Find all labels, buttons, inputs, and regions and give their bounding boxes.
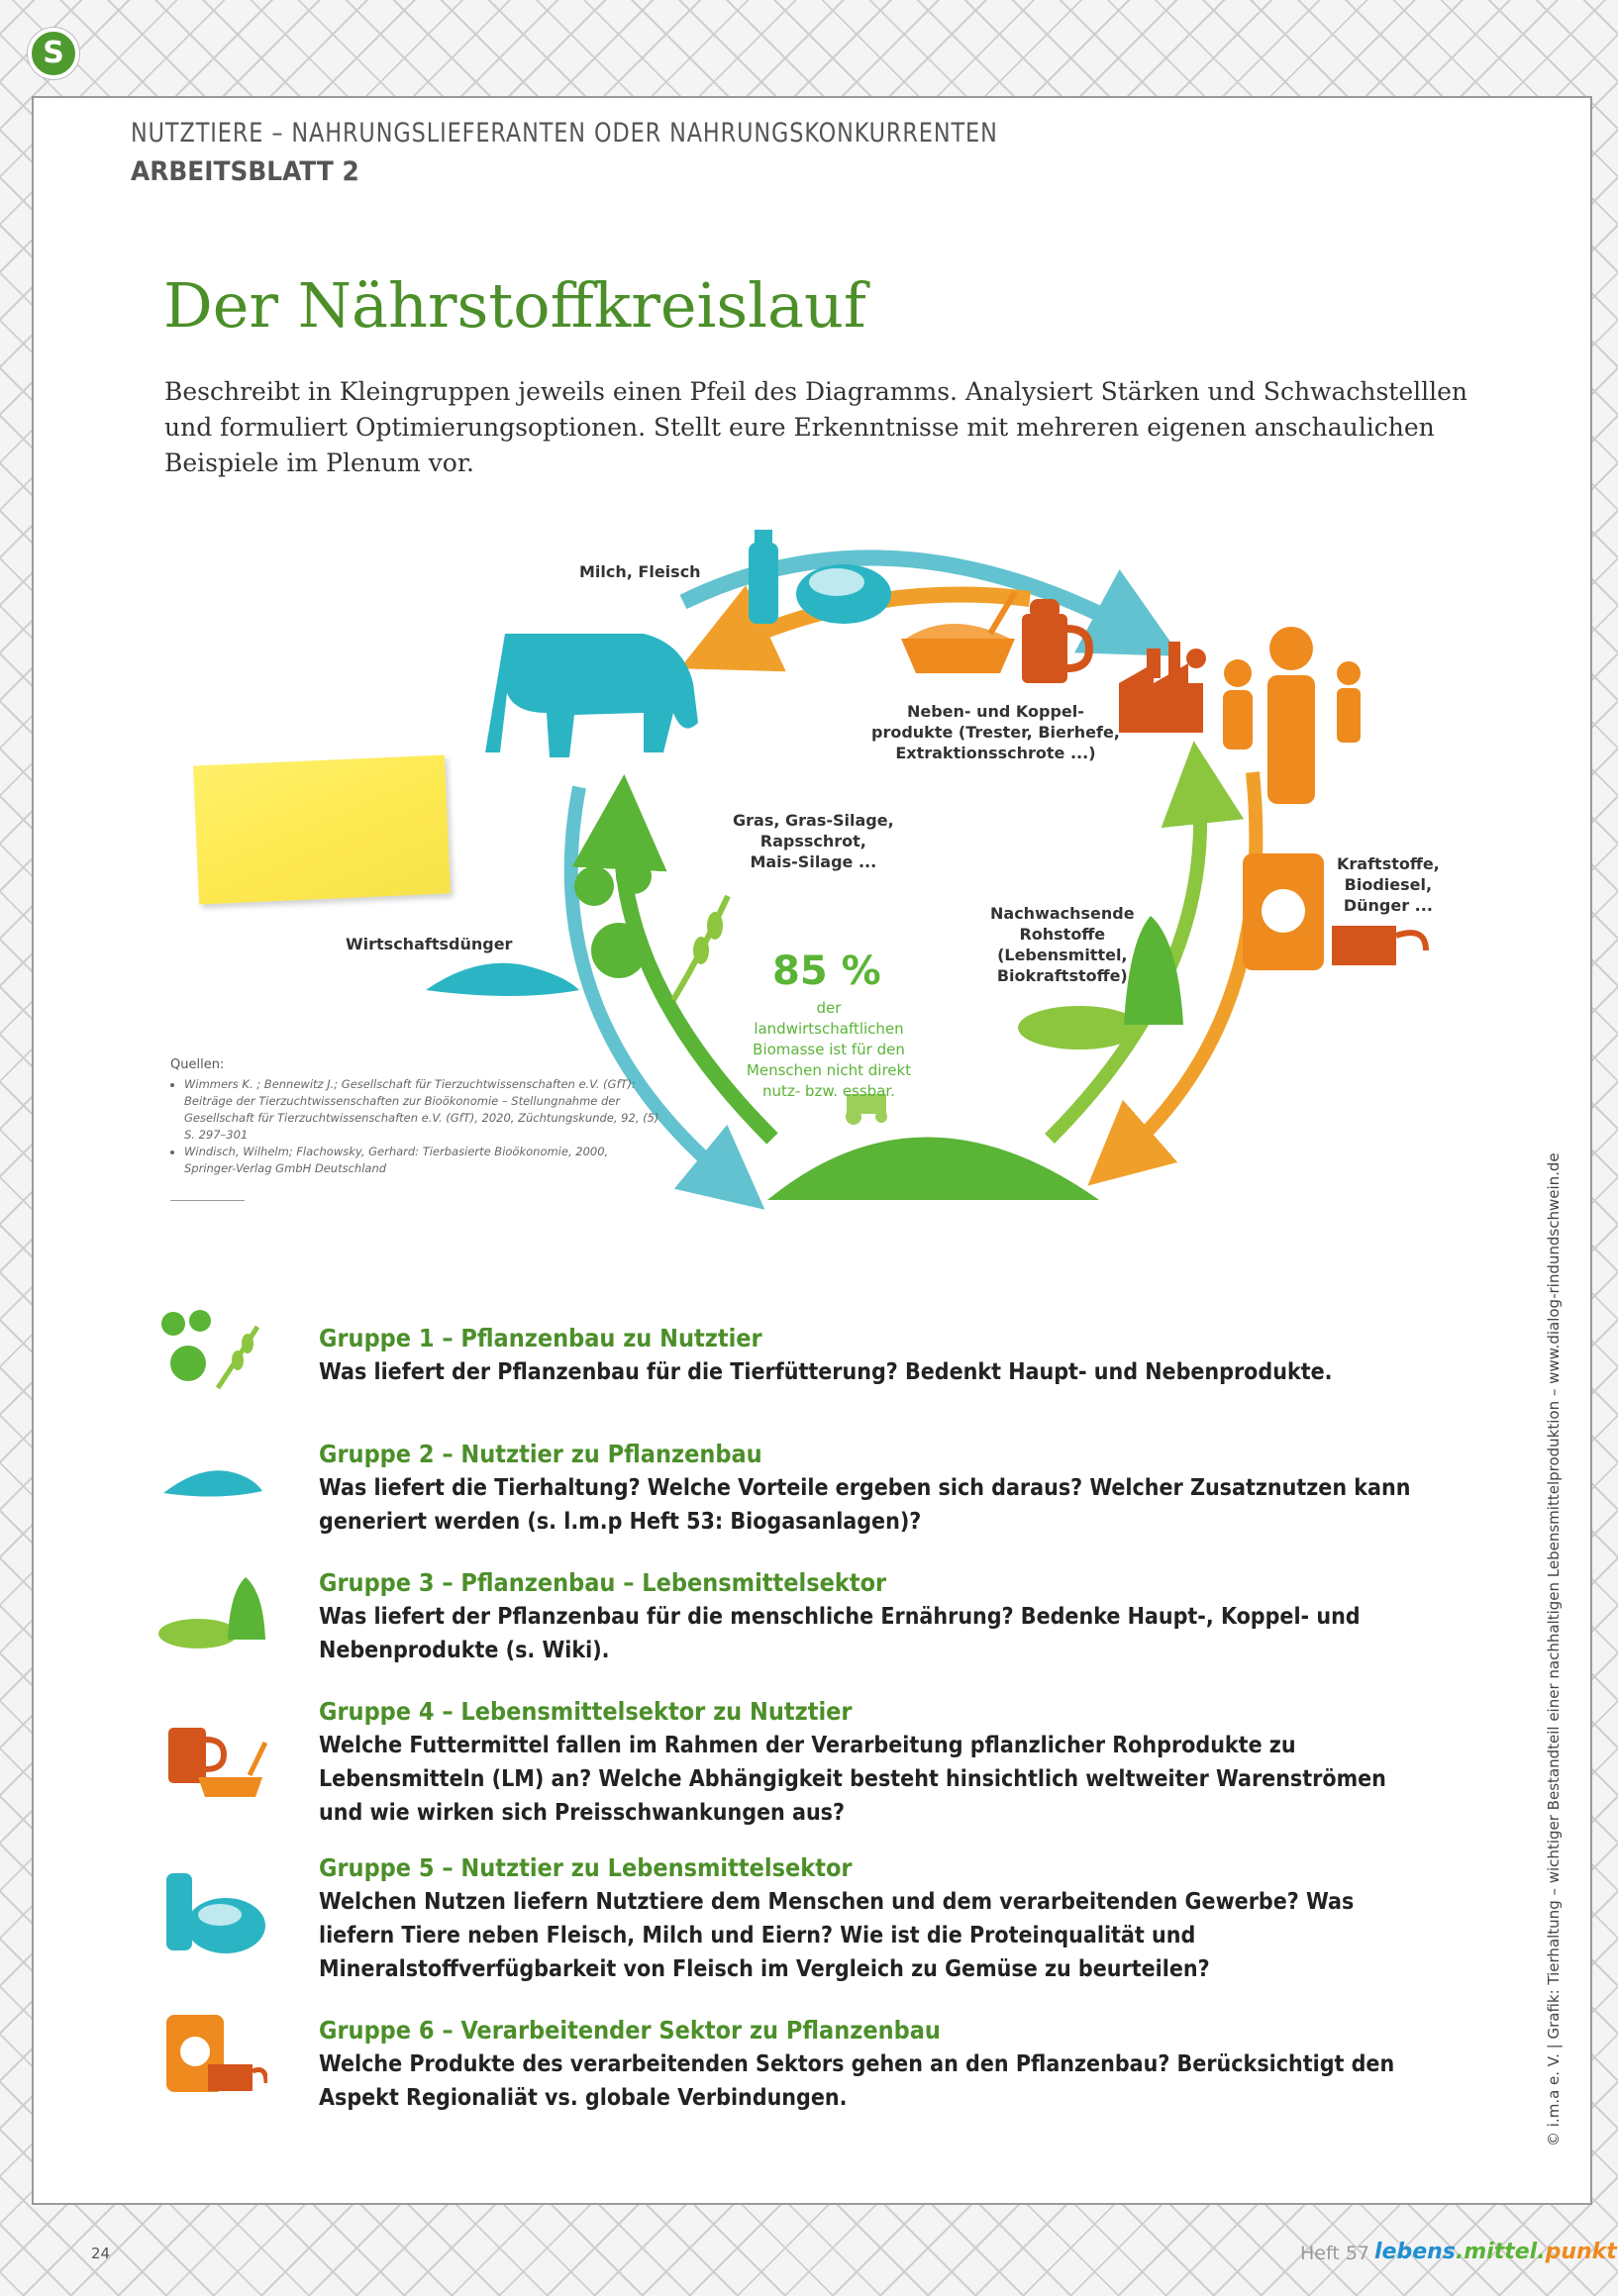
group-5: [319, 1851, 1428, 1986]
group-title: Gruppe 5 – Nutztier zu Lebensmittelsektor: [319, 1853, 853, 1882]
label-byproducts: Neben- und Koppel- produkte (Trester, Bierhefe, Extraktionsschrote ...): [871, 702, 1120, 762]
manure-icon: [426, 963, 579, 996]
beer-mug-icon: [1022, 614, 1067, 683]
milk-bottle-icon: [749, 543, 778, 624]
bread-icon: [1018, 1006, 1141, 1049]
group-question: Was liefert der Pflanzenbau für die Tierfütterung? Bedenkt Haupt- und Nebenprodukte.: [319, 1359, 1333, 1385]
biomass-percent: 85 %: [772, 948, 881, 994]
bread-icon: [158, 1572, 267, 1651]
watering-can-icon: [1332, 926, 1396, 965]
milk-meat-icon: [158, 1861, 267, 1960]
biomass-text: der landwirtschaftlichen Biomasse ist für den Menschen nicht direkt nutz- bzw. essbar.: [746, 999, 912, 1100]
source-item: • Windisch, Wilhelm; Flachowsky, Gerhard: Tierbasierte Bioökonomie, 2000, Springer-Verlag GmbH Deutschland: [184, 1144, 659, 1177]
group-title: Gruppe 3 – Pflanzenbau – Lebensmittelsektor: [319, 1568, 887, 1597]
group-title: Gruppe 6 – Verarbeitender Sektor zu Pflanzenbau: [319, 2016, 941, 2045]
byproducts-bowl-icon: [901, 639, 1015, 673]
header-worksheet: ARBEITSBLATT 2: [131, 156, 359, 187]
source-item: • Wimmers K. ; Bennewitz J.; Gesellschaft für Tierzuchtwissenschaften e.V. (GfT): Beiträge der Tierzuchtwissenschaften zur Bioökonomie – Stellungnahme der Gesellschaft für Tierzuchtwissenschaften e.V. (GfT), 2020, Züchtungskunde, 92, (5) S. 297–301: [184, 1076, 659, 1144]
field-hill: [767, 1138, 1099, 1201]
group-question: Welche Produkte des verarbeitenden Sektors gehen an den Pflanzenbau? Berücksichtigt den Aspekt Regionaliät vs. globale Verbindungen.: [319, 2051, 1395, 2111]
group-title: Gruppe 1 – Pflanzenbau zu Nutztier: [319, 1324, 762, 1352]
cow-icon: [485, 634, 698, 757]
fertilizer-icon: [158, 2010, 267, 2099]
plants-icon: [158, 1309, 267, 1398]
group-3: [319, 1566, 1428, 1667]
brand-logo: lebens.mittel.punkt: [1374, 2240, 1617, 2264]
sources-title: Quellen:: [170, 1057, 225, 1072]
header-topic: NUTZTIERE – NAHRUNGSLIEFERANTEN ODER NAHRUNGSKONKURRENTEN: [131, 118, 998, 149]
byproducts-icon: [158, 1708, 267, 1802]
group-6: [319, 2014, 1428, 2115]
sticky-note: [193, 755, 451, 905]
group-question: Welchen Nutzen liefern Nutztiere dem Menschen und dem verarbeitenden Gewerbe? Was liefern Tiere neben Fleisch, Milch und Eiern? Wie ist die Proteinqualität und Mineralstoffverfügbarkeit von Fleisch im Vergleich zu Gemüse zu beurteilen?: [319, 1889, 1355, 1982]
group-4: [319, 1695, 1428, 1830]
group-question: Was liefert die Tierhaltung? Welche Vorteile ergeben sich daraus? Welcher Zusatznutzen kann generiert werden (s. l.m.p Heft 53: Biogasanlagen)?: [319, 1475, 1411, 1535]
group-title: Gruppe 4 – Lebensmittelsektor zu Nutztier: [319, 1697, 853, 1726]
issue-number: Heft 57: [1300, 2243, 1369, 2264]
manure-icon: [158, 1461, 267, 1501]
group-2: [319, 1438, 1428, 1539]
intro-text: Beschreibt in Kleingruppen jeweils einen Pfeil des Diagramms. Analysiert Stärken und Schwachstelllen und formuliert Optimierungsoptionen. Stellt eure Erkenntnisse mit mehreren eigenen anschaulichen Beispiele im Plenum vor.: [164, 377, 1468, 477]
side-credit: © i.m.a e. V. | Grafik: Tierhaltung – wichtiger Bestandteil einer nachhaltigen Lebensmittelproduktion – www.dialog-rindundschwein.de: [1545, 1152, 1563, 2146]
person-icon: [1224, 659, 1252, 687]
group-question: Was liefert der Pflanzenbau für die menschliche Ernährung? Bedenke Haupt-, Koppel- und Nebenprodukte (s. Wiki).: [319, 1604, 1361, 1663]
label-milk-meat: Milch, Fleisch: [579, 562, 701, 581]
label-renewables: Nachwachsende Rohstoffe (Lebensmittel, Biokraftstoffe): [990, 904, 1135, 985]
group-title: Gruppe 2 – Nutztier zu Pflanzenbau: [319, 1440, 762, 1468]
beet-icon: [591, 923, 647, 978]
factory-icon: [1119, 663, 1203, 733]
group-question: Welche Futtermittel fallen im Rahmen der Verarbeitung pflanzlicher Rohprodukte zu Lebensmitteln (LM) an? Welche Abhängigkeit besteht hinsichtlich weltweiter Warenströmen und wie wirken sich Preisschwankungen aus?: [319, 1733, 1386, 1826]
label-grass: Gras, Gras-Silage, Rapsschrot, Mais-Silage ...: [733, 811, 894, 871]
sources-list: [170, 1076, 659, 1177]
page-title: Der Nährstoffkreislauf: [163, 269, 866, 342]
group-1: [319, 1322, 1428, 1389]
sources-divider: [170, 1200, 245, 1201]
page-number: 24: [91, 2245, 111, 2262]
label-manure: Wirtschaftsdünger: [346, 935, 513, 953]
section-badge: S: [28, 28, 79, 79]
label-fuels: Kraftstoffe, Biodiesel, Dünger ...: [1337, 854, 1440, 915]
